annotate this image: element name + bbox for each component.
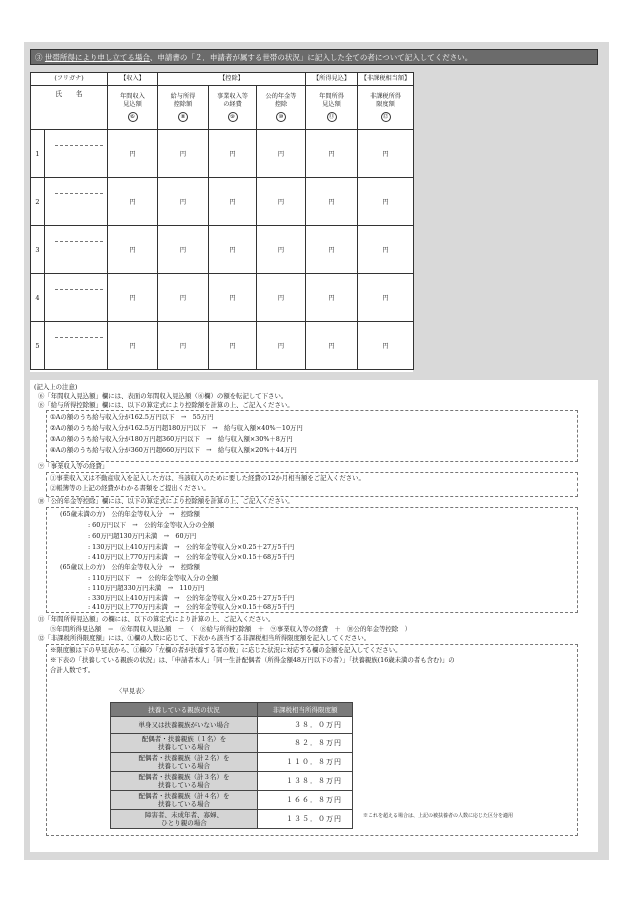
notes-title: (記入上の注意) <box>34 383 78 391</box>
hayami-value: １３５．０万円 <box>258 810 353 829</box>
nenkin-cell[interactable]: 円 <box>257 130 306 178</box>
nenkin-o65-2: : 110万円超330万円未満 → 110万円 <box>88 584 205 592</box>
kyuyo-cell[interactable]: 円 <box>158 322 209 370</box>
row-number: 5 <box>31 322 45 370</box>
row-number: 4 <box>31 274 45 322</box>
name-label: 氏 名 <box>31 86 108 130</box>
kyuyo-line-4: ④Aの額のうち給与収入分が360万円超660万円以下 → 給与収入額×20%＋44万円 <box>50 446 297 454</box>
nenkin-cell[interactable]: 円 <box>257 322 306 370</box>
col-num-12: ⑫ <box>381 112 391 122</box>
table-row <box>111 810 353 829</box>
hayami-note: ※これを超える場合は、上記の被扶養者の人数に応じた区分を適用 <box>363 813 514 819</box>
name-input-cell[interactable] <box>45 322 108 370</box>
name-input-cell[interactable] <box>45 274 108 322</box>
note-11: ⑪「年間所得見込額」の欄には、以下の算定式により計算の上、ご記入ください。 <box>38 615 275 623</box>
hayami-head-right: 非課税相当所得限度額 <box>258 703 353 717</box>
hayami-table <box>110 702 353 829</box>
hayami-status: 配偶者・扶養親族（計４名）を 扶養している場合 <box>111 791 258 810</box>
hayami-value: １３８．８万円 <box>258 772 353 791</box>
table-row <box>31 322 414 370</box>
section-number: ③ <box>35 53 43 62</box>
nenkin-u65-2: : 60万円超130万円未満 → 60万円 <box>88 532 197 540</box>
nenkin-o65-head: (65歳以上の方) 公的年金等収入分 → 控除額 <box>60 563 200 571</box>
group-hikazei: 【非課税相当額】 <box>358 73 414 86</box>
table-row <box>31 226 414 274</box>
jigyo-cell[interactable]: 円 <box>209 274 257 322</box>
section-header-text: 、申請書の「２．申請者が属する世帯の状況」に記入した全ての者について記入してください。 <box>149 53 473 62</box>
hayami-status: 配偶者・扶養親族（１名）を 扶養している場合 <box>111 734 258 753</box>
income-cell[interactable]: 円 <box>108 178 158 226</box>
kyuyo-line-3: ③Aの額のうち給与収入分が180万円超360万円以下 → 給与収入額×30%＋8万円 <box>50 435 293 443</box>
hayami-value: ８２．８万円 <box>258 734 353 753</box>
hikazei-cell[interactable]: 円 <box>358 130 414 178</box>
shotoku-cell[interactable]: 円 <box>306 322 358 370</box>
nenkin-cell[interactable]: 円 <box>257 226 306 274</box>
nenkin-cell[interactable]: 円 <box>257 274 306 322</box>
note-12-c: 合計人数です。 <box>50 666 95 674</box>
table-row <box>111 791 353 810</box>
row-number: 1 <box>31 130 45 178</box>
jigyo-cell[interactable]: 円 <box>209 322 257 370</box>
jigyo-line-2: ②帳簿等の上記の経費がわかる書類をご提出ください。 <box>50 484 210 492</box>
hikazei-cell[interactable]: 円 <box>358 322 414 370</box>
income-cell[interactable]: 円 <box>108 274 158 322</box>
col-header-shotoku: 年間所得 見込額 ⑪ <box>306 86 358 130</box>
row-number: 2 <box>31 178 45 226</box>
hayami-title: 〈早見表〉 <box>116 687 148 695</box>
jigyo-cell[interactable]: 円 <box>209 178 257 226</box>
income-cell[interactable]: 円 <box>108 130 158 178</box>
household-income-table <box>30 72 414 370</box>
table-row <box>31 274 414 322</box>
kyuyo-cell[interactable]: 円 <box>158 178 209 226</box>
col-num-11: ⑪ <box>327 112 337 122</box>
name-input-cell[interactable] <box>45 226 108 274</box>
note-12: ⑫「非課税所得限度額」には、①欄の人数に応じて、下表から該当する非課税相当所得限度額を記入してください。 <box>38 634 371 642</box>
note-12-b: ※下表の「扶養している親族の状況」は、「申請者本人」「同一生計配偶者（所得金額48万円以下の者）」「扶養親族(16歳未満の者も含む)」の <box>50 656 455 664</box>
col-header-kyuyo: 給与所得 控除額 ⑧ <box>158 86 209 130</box>
nenkin-cell[interactable]: 円 <box>257 178 306 226</box>
note-11-formula: ⑤年間所得見込額 ＝ ⑥年間収入見込額 － （ ⑧給与所得控除額 ＋ ⑨事業収入等の経費 ＋ ⑩公的年金等控除 ） <box>50 625 412 633</box>
note-12-a: ※限度額は下の早見表から、①欄の「左欄の者が扶養する者の数」に応じた状況に対応する欄の金額を記入してください。 <box>50 646 402 654</box>
hikazei-cell[interactable]: 円 <box>358 274 414 322</box>
hikazei-cell[interactable]: 円 <box>358 178 414 226</box>
hayami-status: 障害者、未成年者、寡婦、 ひとり親の場合 <box>111 810 258 829</box>
col-num-6: ⑥ <box>128 112 138 122</box>
nenkin-o65-4: : 410万円以上770万円未満 → 公的年金等収入分×0.15＋68万5千円 <box>88 603 295 611</box>
hayami-status: 配偶者・扶養親族（計２名）を 扶養している場合 <box>111 753 258 772</box>
jigyo-line-1: ①事業収入又は不動産収入を記入した方は、当該収入のために要した経費の12か月相当額をご記入ください。 <box>50 474 365 482</box>
note-10: ⑩「公的年金等控除」欄には、以下の算定式により控除額を計算の上、ご記入ください。 <box>38 497 294 505</box>
col-header-nenkin: 公的年金等 控除 ⑩ <box>257 86 306 130</box>
hikazei-cell[interactable]: 円 <box>358 226 414 274</box>
nenkin-o65-3: : 330万円以上410万円未満 → 公的年金等収入分×0.25＋27万5千円 <box>88 594 295 602</box>
shotoku-cell[interactable]: 円 <box>306 226 358 274</box>
kyuyo-cell[interactable]: 円 <box>158 274 209 322</box>
household-income-table-wrap <box>30 72 413 372</box>
section-header-underlined: 世帯所得により申し立てる場合 <box>44 53 150 62</box>
row-number: 3 <box>31 226 45 274</box>
note-8: ⑧「給与所得控除額」欄には、以下の算定式により控除額を計算の上、ご記入ください。 <box>38 401 294 409</box>
col-num-8: ⑧ <box>178 112 188 122</box>
jigyo-cell[interactable]: 円 <box>209 226 257 274</box>
group-deduction: 【控除】 <box>158 73 306 86</box>
table-row <box>111 717 353 734</box>
table-row <box>31 130 414 178</box>
table-row <box>111 734 353 753</box>
kyuyo-cell[interactable]: 円 <box>158 130 209 178</box>
table-row <box>31 178 414 226</box>
income-cell[interactable]: 円 <box>108 322 158 370</box>
shotoku-cell[interactable]: 円 <box>306 178 358 226</box>
hayami-value: １６６．８万円 <box>258 791 353 810</box>
col-header-jigyo: 事業収入等 の経費 ⑨ <box>209 86 257 130</box>
col-header-hikazei: 非課税所得 限度額 ⑫ <box>358 86 414 130</box>
nenkin-u65-4: : 410万円以上770万円未満 → 公的年金等収入分×0.15＋68万5千円 <box>88 553 295 561</box>
nenkin-u65-3: : 130万円以上410万円未満 → 公的年金等収入分×0.25＋27万5千円 <box>88 543 295 551</box>
hayami-status: 配偶者・扶養親族（計３名）を 扶養している場合 <box>111 772 258 791</box>
income-cell[interactable]: 円 <box>108 226 158 274</box>
col-num-9: ⑨ <box>228 112 238 122</box>
nenkin-o65-1: : 110万円以下 → 公的年金等収入分の全額 <box>88 574 219 582</box>
name-input-cell[interactable] <box>45 130 108 178</box>
section-header <box>30 49 598 65</box>
col-num-10: ⑩ <box>276 112 286 122</box>
hayami-value: １１０．８万円 <box>258 753 353 772</box>
hayami-head-left: 扶養している親族の状況 <box>111 703 258 717</box>
hayami-status: 単身又は扶養親族がいない場合 <box>111 717 258 734</box>
notes-section <box>30 380 598 852</box>
name-input-cell[interactable] <box>45 178 108 226</box>
col-header-income: 年間収入 見込額 ⑥ <box>108 86 158 130</box>
group-income: 【収入】 <box>108 73 158 86</box>
shotoku-cell[interactable]: 円 <box>306 130 358 178</box>
kyuyo-line-1: ①Aの額のうち給与収入分が162.5万円以下 → 55万円 <box>50 413 214 421</box>
note-6: ⑥「年間収入見込額」欄には、表面の年間収入見込額（⑥欄）の額を転記して下さい。 <box>38 392 288 400</box>
kyuyo-cell[interactable]: 円 <box>158 226 209 274</box>
table-row <box>111 753 353 772</box>
nenkin-u65-head: (65歳未満の方) 公的年金等収入分 → 控除額 <box>60 510 200 518</box>
kyuyo-line-2: ②Aの額のうち給与収入分が162.5万円超180万円以下 → 給与収入額×40%－10万円 <box>50 424 303 432</box>
jigyo-cell[interactable]: 円 <box>209 130 257 178</box>
shotoku-cell[interactable]: 円 <box>306 274 358 322</box>
note-9: ⑨「事業収入等の経費」 <box>38 462 109 470</box>
hayami-value: ３８．０万円 <box>258 717 353 734</box>
nenkin-u65-1: : 60万円以下 → 公的年金等収入分の全額 <box>88 521 215 529</box>
group-shotoku: 【所得見込】 <box>306 73 358 86</box>
furigana-label: (フリガナ) <box>31 73 108 86</box>
table-row <box>111 772 353 791</box>
